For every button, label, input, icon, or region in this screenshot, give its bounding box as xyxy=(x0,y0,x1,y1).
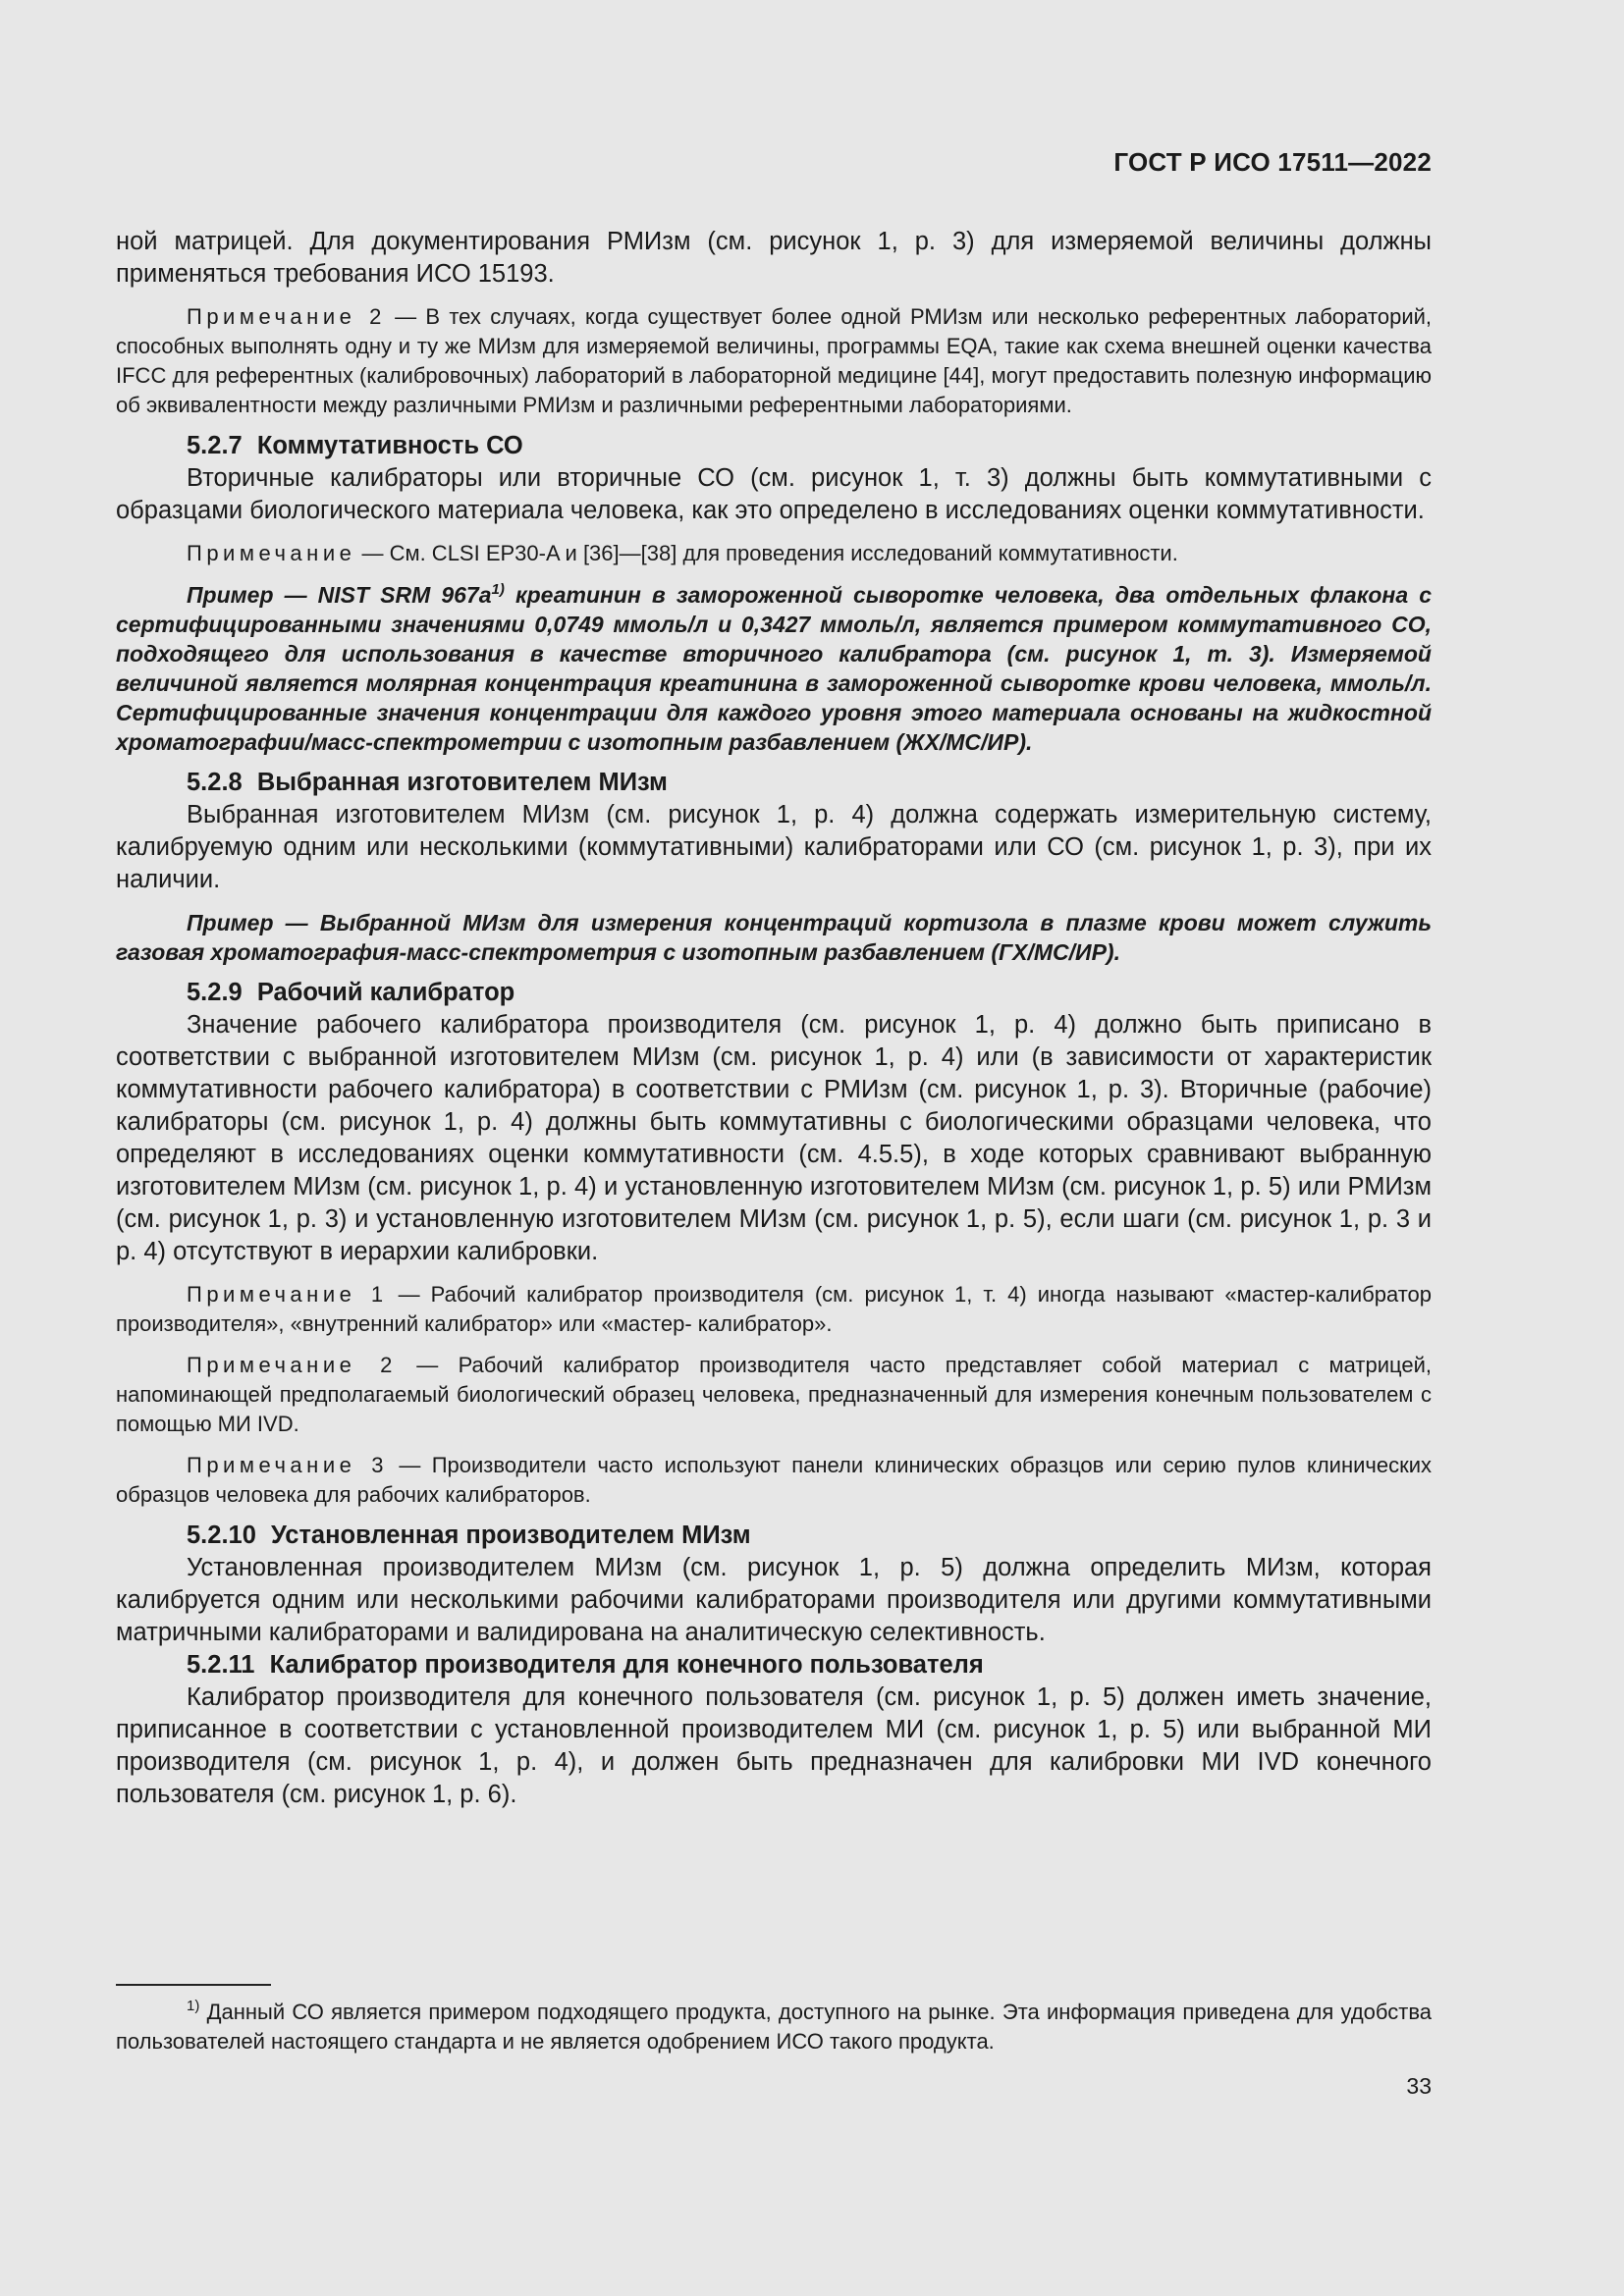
note-text: — См. CLSI EP30-A и [36]—[38] для проведения исследований коммутативности. xyxy=(355,541,1178,565)
section-title: Коммутативность СО xyxy=(256,432,523,459)
note xyxy=(116,1451,1432,1510)
section-number: 5.2.10 xyxy=(187,1522,256,1549)
note xyxy=(116,539,1432,568)
example-text: креатинин в замороженной сыворотке человека, два отдельных флакона с сертифицированными значениями 0,0749 ммоль/л и 0,3427 ммоль/л, является примером коммутативного СО, подходящего для использования в качестве вторичного калибратора (см. рисунок 1, т. 3). Измеряемой величиной является молярная концентрация креатинина в замороженной сыворотке крови человека, ммоль/л. Сертифицированные значения концентрации для каждого уровня этого материала основаны на жидкостной хроматографии/масс-спектрометрии с изотопным разбавлением (ЖХ/МС/ИР). xyxy=(116,582,1432,755)
note-label: Примечание 2 xyxy=(187,304,386,329)
section-heading-5-2-8 xyxy=(116,767,1432,799)
example-lead: Пример — NIST SRM 967a xyxy=(187,582,492,608)
note xyxy=(116,1280,1432,1339)
note-text: — Производители часто используют панели клинических образцов или серию пулов клинических образцов человека для рабочих калибраторов. xyxy=(116,1453,1432,1507)
section-title: Выбранная изготовителем МИзм xyxy=(256,769,668,796)
paragraph: Калибратор производителя для конечного пользователя (см. рисунок 1, р. 5) должен иметь значение, приписанное в соответствии с установленной производителем МИ (см. рисунок 1, р. 5) или выбранной МИ производителя (см. рисунок 1, р. 4), и должен быть предназначен для калибровки МИ IVD конечного пользователя (см. рисунок 1, р. 6). xyxy=(116,1683,1432,1808)
note-text: — В тех случаях, когда существует более одной РМИзм или несколько референтных лабораторий, способных выполнять одну и ту же МИзм для измеряемой величины, программы EQA, такие как схема внешней оценки качества IFCC для референтных (калибровочных) лабораторий в лабораторной медицине [44], могут предоставить полезную информацию об эквивалентности между различными РМИзм и различными референтными лабораториями. xyxy=(116,304,1433,417)
section-heading-5-2-9 xyxy=(116,977,1432,1009)
section-number: 5.2.8 xyxy=(187,769,243,796)
footnote-ref: 1) xyxy=(491,581,505,598)
footnote-text: Данный СО является примером подходящего продукта, доступного на рынке. Эта информация приведена для удобства пользователей настоящего стандарта и не является одобрением ИСО такого продукта. xyxy=(116,2000,1432,2054)
paragraph: Установленная производителем МИзм (см. рисунок 1, р. 5) должна определить МИзм, которая калибруется одним или несколькими рабочими калибраторами производителя или другими коммутативными матричными калибраторами и валидирована на аналитическую селективность. xyxy=(116,1554,1432,1646)
footnote-separator xyxy=(116,1984,271,1986)
note-label: Примечание xyxy=(187,541,356,565)
document-body xyxy=(116,226,1432,1811)
paragraph: ной матрицей. Для документирования РМИзм (см. рисунок 1, р. 3) для измеряемой величины должны применяться требования ИСО 15193. xyxy=(116,228,1432,288)
section-title: Калибратор производителя для конечного пользователя xyxy=(269,1651,984,1679)
note-label: Примечание 1 xyxy=(187,1282,388,1307)
example xyxy=(116,580,1432,757)
section-heading-5-2-11 xyxy=(116,1649,1432,1682)
document-header: ГОСТ Р ИСО 17511—2022 xyxy=(1113,147,1432,177)
section-heading-5-2-7 xyxy=(116,430,1432,462)
note xyxy=(116,302,1432,420)
note-text: — Рабочий калибратор производителя (см. рисунок 1, т. 4) иногда называют «мастер-калибратор производителя», «внутренний калибратор» или «мастер- калибратор». xyxy=(116,1282,1432,1336)
section-number: 5.2.11 xyxy=(187,1651,255,1679)
paragraph: Выбранная изготовителем МИзм (см. рисунок 1, р. 4) должна содержать измерительную систему, калибруемую одним или несколькими (коммутативными) калибраторами или СО (см. рисунок 1, р. 3), при их наличии. xyxy=(116,801,1432,893)
page-number: 33 xyxy=(1406,2073,1432,2099)
section-title: Установленная производителем МИзм xyxy=(271,1522,751,1549)
section-number: 5.2.9 xyxy=(187,979,243,1006)
note-label: Примечание 2 xyxy=(187,1353,397,1377)
footnote xyxy=(116,1998,1432,2056)
note-label: Примечание 3 xyxy=(187,1453,388,1477)
paragraph: Вторичные калибраторы или вторичные СО (см. рисунок 1, т. 3) должны быть коммутативными с образцами биологического материала человека, как это определено в исследованиях оценки коммутативности. xyxy=(116,464,1432,524)
note-text: — Рабочий калибратор производителя часто представляет собой материал с матрицей, напоминающей предполагаемый биологический образец человека, предназначенный для измерения конечным пользователем с помощью МИ IVD. xyxy=(116,1353,1432,1436)
section-title: Рабочий калибратор xyxy=(256,979,515,1006)
paragraph: Значение рабочего калибратора производителя (см. рисунок 1, р. 4) должно быть приписано в соответствии с выбранной изготовителем МИзм (см. рисунок 1, р. 4) или (в зависимости от характеристик коммутативности рабочего калибратора) в соответствии с РМИзм (см. рисунок 1, р. 3). Вторичные (рабочие) калибраторы (см. рисунок 1, р. 4) должны быть коммутативны с биологическими образцами человека, что определяют в исследованиях оценки коммутативности (см. 4.5.5), в ходе которых сравнивают выбранную изготовителем МИзм (см. рисунок 1, р. 4) и установленную изготовителем МИзм (см. рисунок 1, р. 5) или РМИзм (см. рисунок 1, р. 3) и установленную изготовителем МИзм (см. рисунок 1, р. 5), если шаги (см. рисунок 1, р. 3 и р. 4) отсутствуют в иерархии калибровки. xyxy=(116,1011,1432,1265)
note xyxy=(116,1351,1432,1439)
section-heading-5-2-10 xyxy=(116,1520,1432,1552)
example: Пример — Выбранной МИзм для измерения концентраций кортизола в плазме крови может служить газовая хроматография-масс-спектрометрия с изотопным разбавлением (ГХ/МС/ИР). xyxy=(116,910,1432,965)
footnote-marker: 1) xyxy=(187,1998,200,2014)
section-number: 5.2.7 xyxy=(187,432,243,459)
